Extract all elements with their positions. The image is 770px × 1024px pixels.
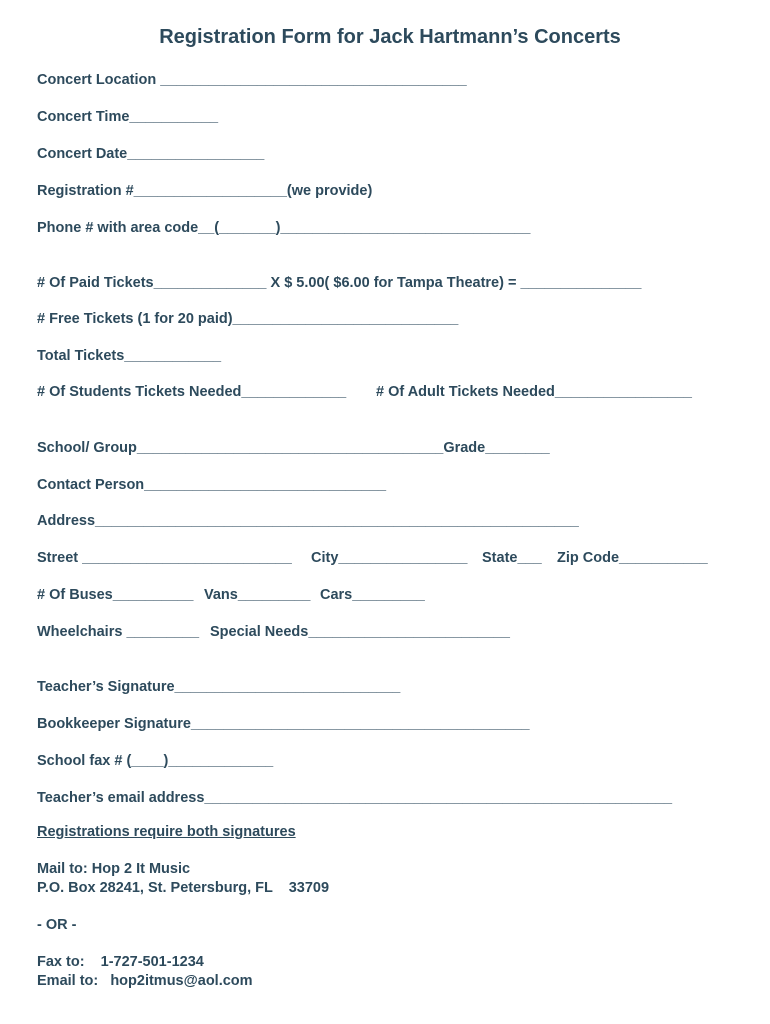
paid-tickets-field[interactable]: # Of Paid Tickets______________ X $ 5.00( $6.00 for Tampa Theatre) = _______________ xyxy=(37,275,642,291)
bookkeeper-signature-field[interactable]: Bookkeeper Signature__________________________________________ xyxy=(37,716,530,732)
state-field[interactable]: State___ xyxy=(482,550,542,566)
contact-person-field[interactable]: Contact Person______________________________ xyxy=(37,477,387,493)
email-line: Email to: hop2itmus@aol.com xyxy=(37,973,253,989)
street-field[interactable]: Street __________________________ xyxy=(37,550,292,566)
total-tickets-field[interactable]: Total Tickets____________ xyxy=(37,348,222,364)
adult-tickets-field[interactable]: # Of Adult Tickets Needed_________________ xyxy=(376,384,692,400)
concert-location-field[interactable]: Concert Location ______________________________________ xyxy=(37,72,467,88)
mail-address-line: P.O. Box 28241, St. Petersburg, FL 33709 xyxy=(37,880,330,896)
free-tickets-field[interactable]: # Free Tickets (1 for 20 paid)____________________________ xyxy=(37,311,459,327)
form-title: Registration Form for Jack Hartmann’s Concerts xyxy=(159,26,621,48)
registration-number-field[interactable]: Registration #___________________(we provide) xyxy=(37,183,373,199)
special-needs-field[interactable]: Special Needs_________________________ xyxy=(210,624,510,640)
school-fax-field[interactable]: School fax # (____)_____________ xyxy=(37,753,274,769)
fax-line: Fax to: 1-727-501-1234 xyxy=(37,954,204,970)
mail-to-line: Mail to: Hop 2 It Music xyxy=(37,861,191,877)
concert-date-field[interactable]: Concert Date_________________ xyxy=(37,146,265,162)
teacher-email-field[interactable]: Teacher’s email address__________________________________________________________ xyxy=(37,790,673,806)
phone-field[interactable]: Phone # with area code__(_______)_______________________________ xyxy=(37,220,531,236)
zip-code-field[interactable]: Zip Code___________ xyxy=(557,550,708,566)
teacher-signature-field[interactable]: Teacher’s Signature____________________________ xyxy=(37,679,401,695)
school-group-field[interactable]: School/ Group______________________________________Grade________ xyxy=(37,440,550,456)
wheelchairs-field[interactable]: Wheelchairs _________ xyxy=(37,624,200,640)
students-tickets-field[interactable]: # Of Students Tickets Needed_____________ xyxy=(37,384,347,400)
concert-time-field[interactable]: Concert Time___________ xyxy=(37,109,219,125)
address-field[interactable]: Address____________________________________________________________ xyxy=(37,513,579,529)
buses-field[interactable]: # Of Buses__________ xyxy=(37,587,194,603)
cars-field[interactable]: Cars_________ xyxy=(320,587,425,603)
signature-requirement-note: Registrations require both signatures xyxy=(37,824,296,840)
city-field[interactable]: City________________ xyxy=(311,550,468,566)
or-separator: - OR - xyxy=(37,917,77,933)
vans-field[interactable]: Vans_________ xyxy=(204,587,311,603)
